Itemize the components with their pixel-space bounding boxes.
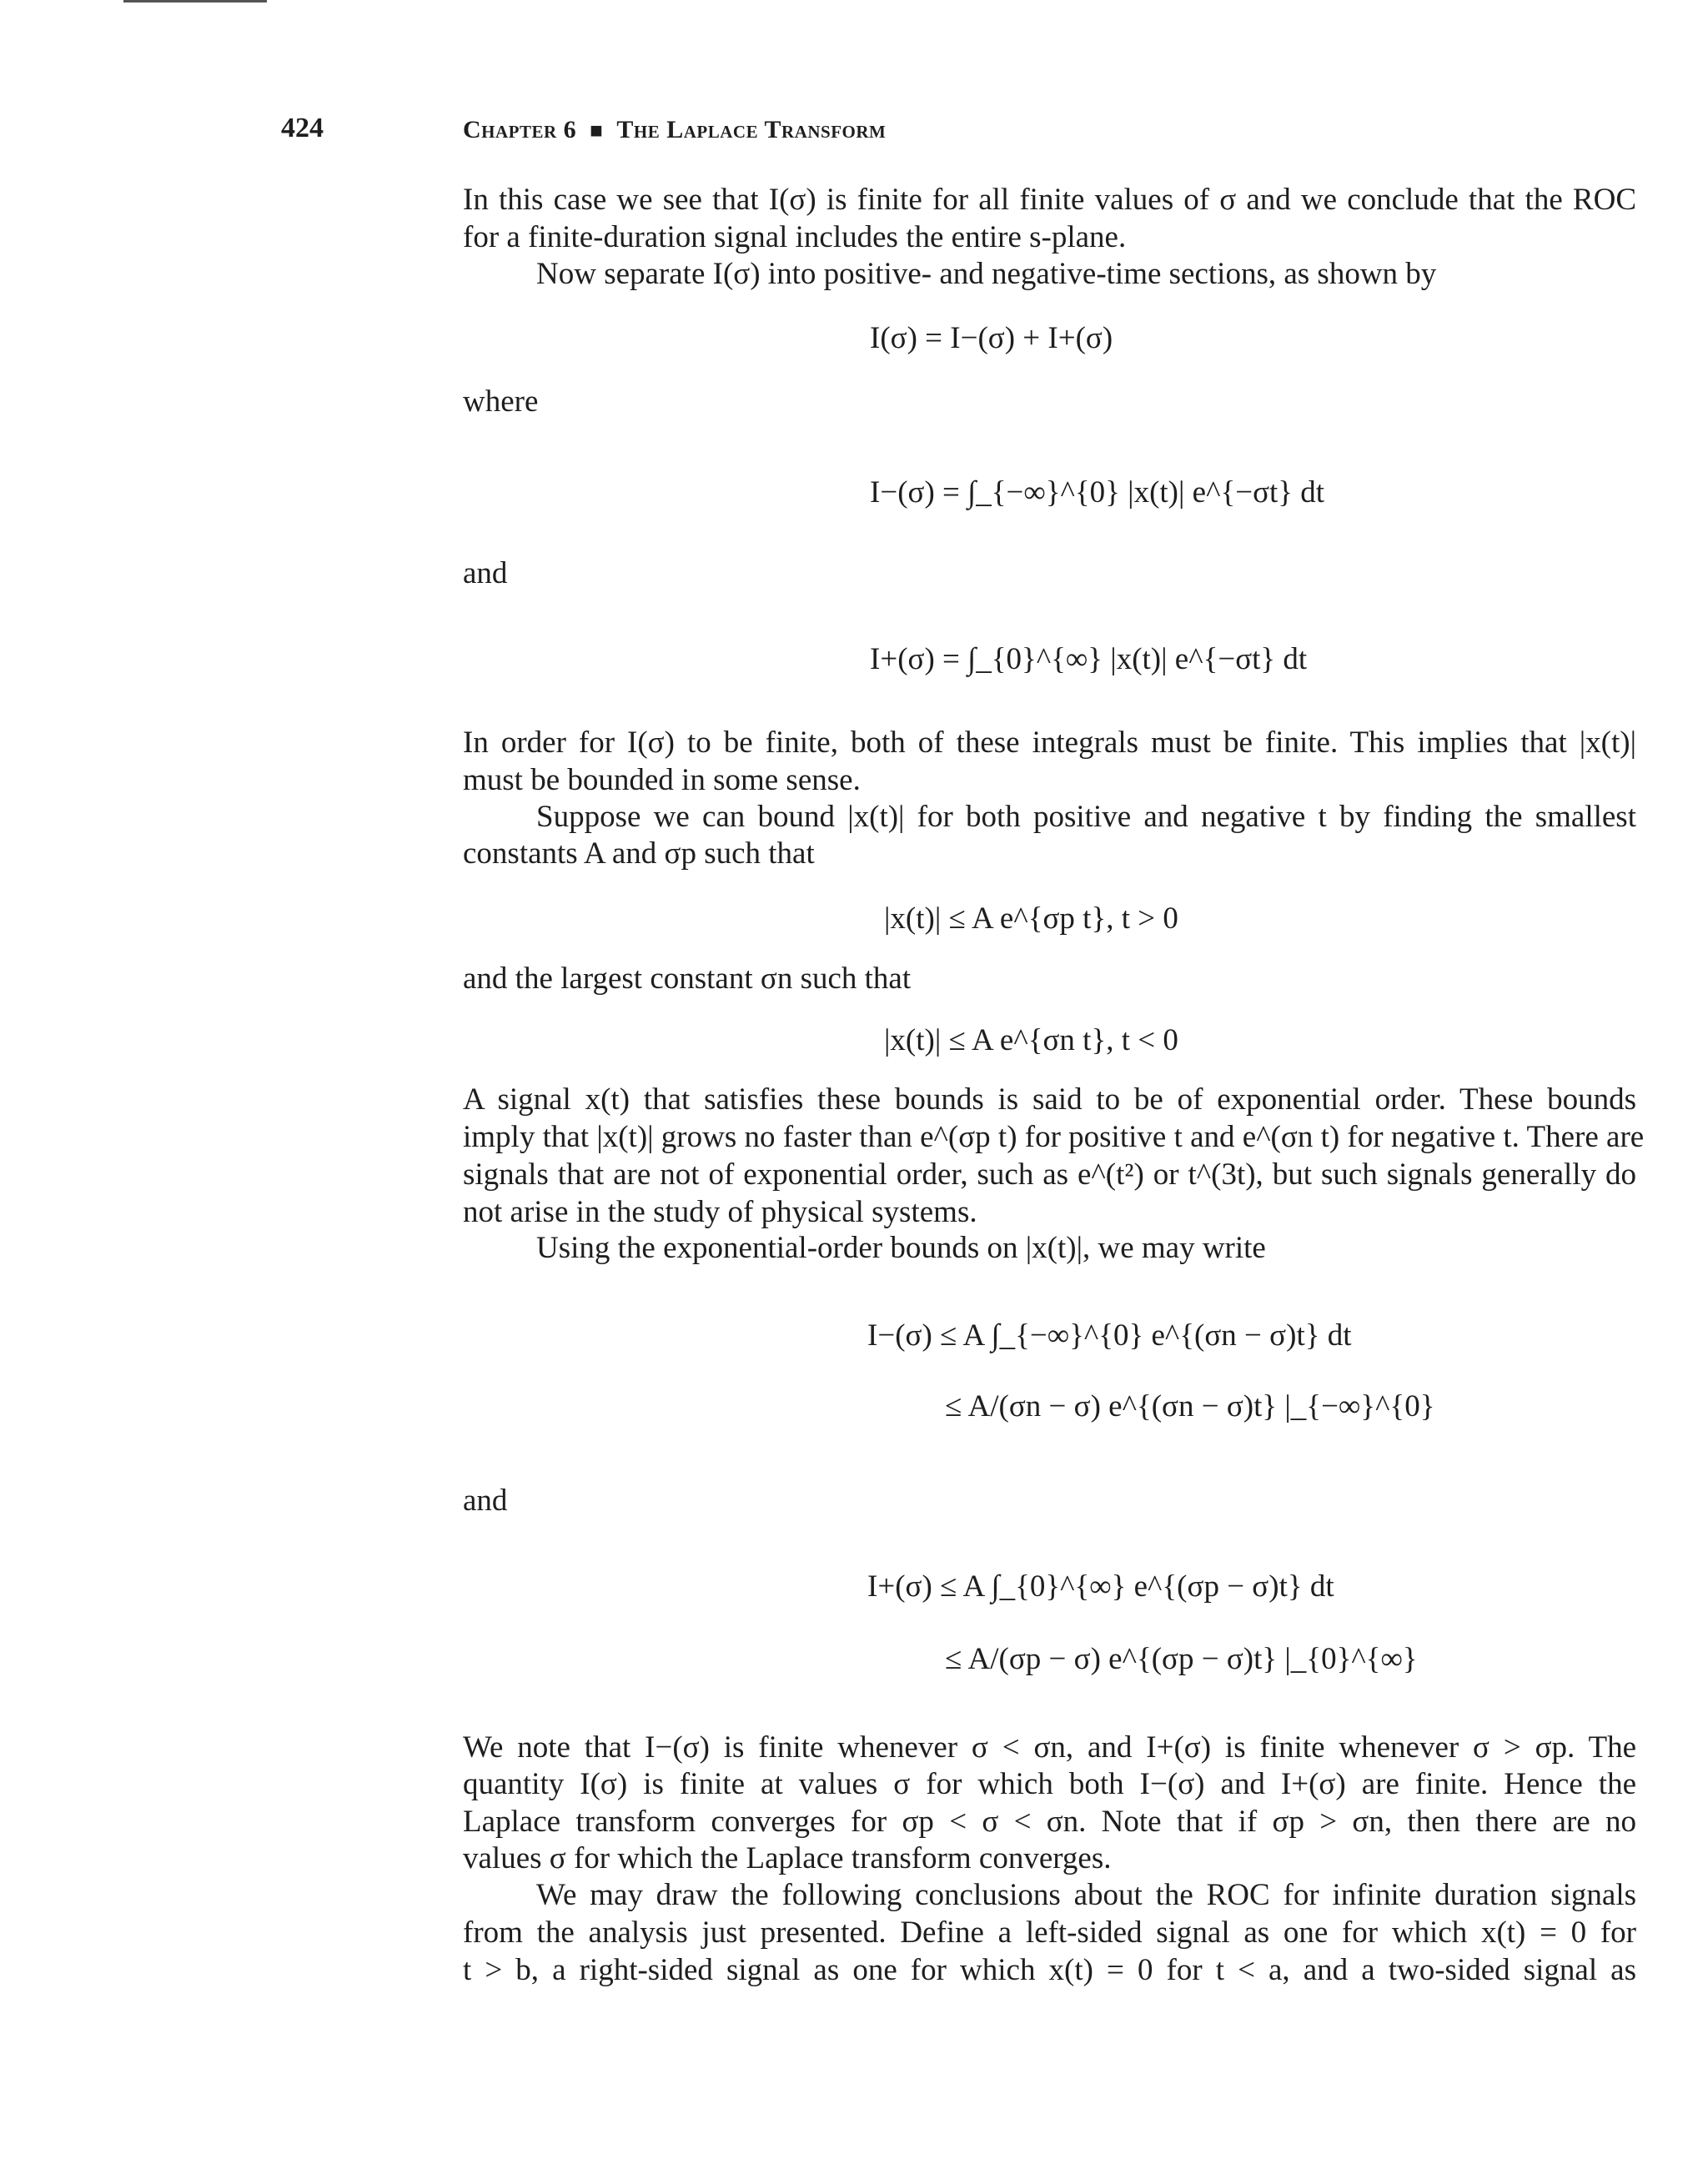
paragraph-line: In this case we see that I(σ) is finite for all finite values of σ and we conclude that the ROC (463, 183, 1636, 217)
paragraph-line: Using the exponential-order bounds on |x(t)|, we may write (536, 1231, 1266, 1265)
paragraph-line: t > b, a right-sided signal as one for which x(t) = 0 for t < a, and a two-sided signal as (463, 1953, 1636, 1987)
word-and: and (463, 1484, 508, 1518)
paragraph-line: A signal x(t) that satisfies these bounds is said to be of exponential order. These bounds (463, 1082, 1636, 1117)
paragraph-line: We note that I−(σ) is finite whenever σ < σn, and I+(σ) is finite whenever σ > σp. The (463, 1730, 1636, 1765)
paragraph-line: Suppose we can bound |x(t)| for both positive and negative t by finding the smallest (536, 800, 1636, 834)
paragraph-line: from the analysis just presented. Define a left-sided signal as one for which x(t) = 0 for (463, 1915, 1636, 1950)
paragraph-line: In order for I(σ) to be finite, both of these integrals must be finite. This implies that |x(t)| (463, 726, 1636, 760)
paragraph-line: must be bounded in some sense. (463, 763, 861, 797)
equation-I-minus: I−(σ) = ∫_{−∞}^{0} |x(t)| e^{−σt} dt (870, 475, 1325, 510)
equation-I-plus-bound-2: ≤ A/(σp − σ) e^{(σp − σ)t} |_{0}^{∞} (945, 1642, 1418, 1676)
paragraph-line: Now separate I(σ) into positive- and negative-time sections, as shown by (536, 257, 1437, 291)
paragraph-line: and the largest constant σn such that (463, 961, 912, 996)
equation-I-sum: I(σ) = I−(σ) + I+(σ) (870, 321, 1113, 355)
paragraph-line: for a finite-duration signal includes the entire s-plane. (463, 220, 1127, 254)
chapter-label: Chapter 6 (463, 116, 577, 143)
paragraph-line: imply that |x(t)| grows no faster than e^(σp t) for positive t and e^(σn t) for negative t. There are (463, 1120, 1645, 1154)
word-where: where (463, 384, 539, 419)
paragraph-line: signals that are not of exponential order, such as e^(t²) or t^(3t), but such signals generally do (463, 1157, 1636, 1192)
paragraph-line: quantity I(σ) is finite at values σ for which both I−(σ) and I+(σ) are finite. Hence the (463, 1767, 1636, 1801)
equation-I-plus-bound-1: I+(σ) ≤ A ∫_{0}^{∞} e^{(σp − σ)t} dt (867, 1569, 1334, 1604)
equation-I-plus: I+(σ) = ∫_{0}^{∞} |x(t)| e^{−σt} dt (870, 642, 1308, 676)
bullet-icon: ■ (590, 118, 604, 143)
paragraph-line: Laplace transform converges for σp < σ < σn. Note that if σp > σn, then there are no (463, 1805, 1636, 1839)
equation-bound-negative: |x(t)| ≤ A e^{σn t}, t < 0 (884, 1023, 1178, 1057)
paragraph-line: constants A and σp such that (463, 836, 815, 871)
paragraph-line: values σ for which the Laplace transform converges. (463, 1841, 1112, 1875)
chapter-title: The Laplace Transform (616, 116, 887, 143)
page-number: 424 (281, 113, 324, 143)
equation-I-minus-bound-1: I−(σ) ≤ A ∫_{−∞}^{0} e^{(σn − σ)t} dt (867, 1318, 1352, 1353)
top-rule (123, 0, 267, 3)
running-header (463, 116, 886, 144)
equation-I-minus-bound-2: ≤ A/(σn − σ) e^{(σn − σ)t} |_{−∞}^{0} (945, 1389, 1435, 1423)
equation-bound-positive: |x(t)| ≤ A e^{σp t}, t > 0 (884, 901, 1178, 936)
word-and: and (463, 556, 508, 590)
paragraph-line: We may draw the following conclusions about the ROC for infinite duration signals (536, 1878, 1636, 1912)
paragraph-line: not arise in the study of physical systems. (463, 1195, 977, 1229)
